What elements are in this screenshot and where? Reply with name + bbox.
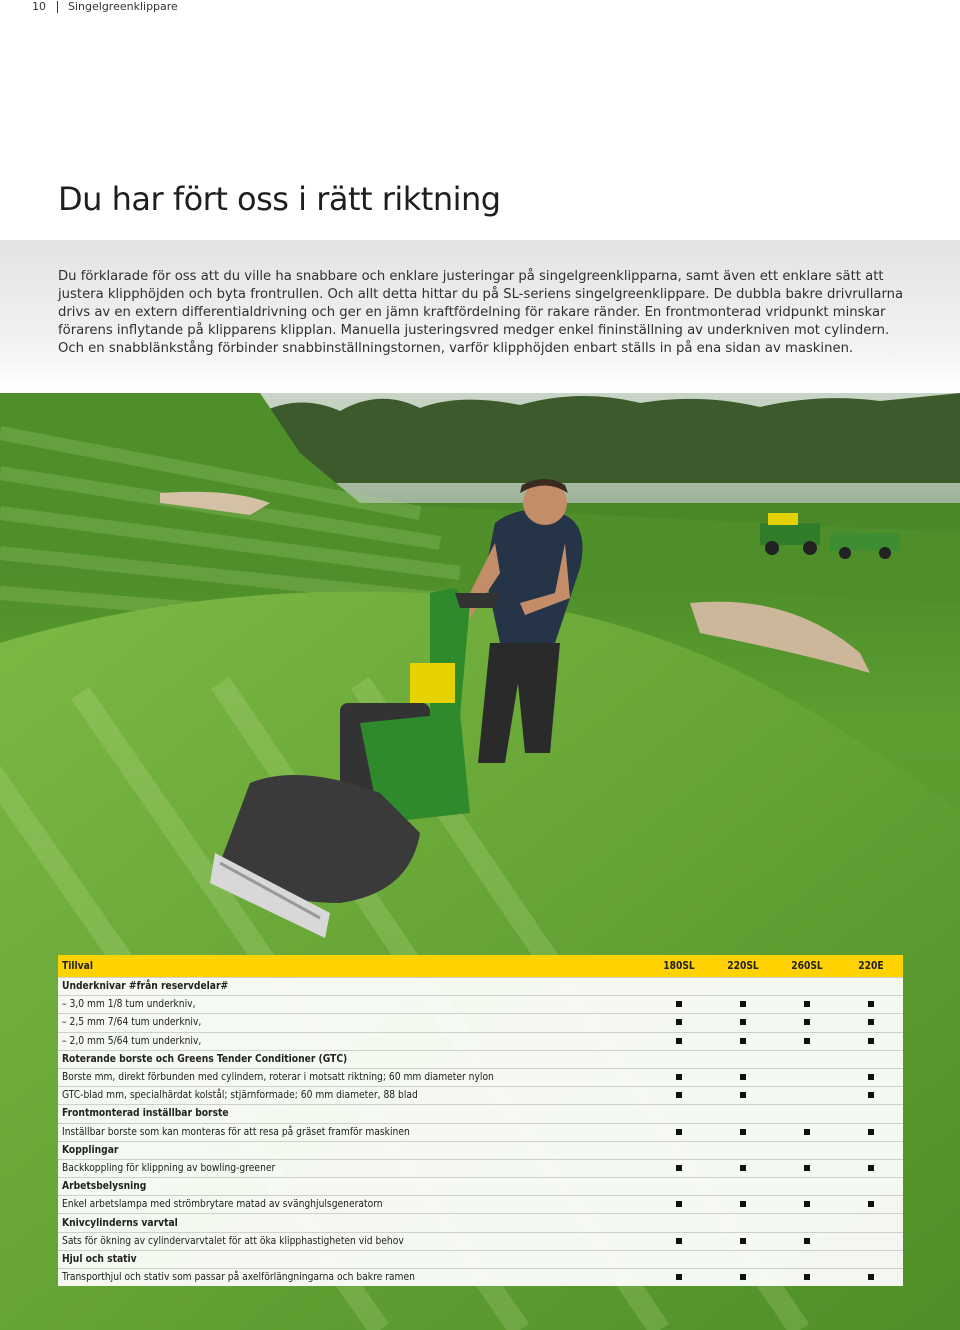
option-label: Sats för ökning av cylindervarvtalet för att öka klipphastigheten vid behov xyxy=(58,1232,647,1250)
option-label: Transporthjul och stativ som passar på axelförlängningarna och bakre ramen xyxy=(58,1269,647,1287)
category-label: Roterande borste och Greens Tender Conditioner (GTC) xyxy=(58,1050,903,1068)
availability-cell xyxy=(647,1269,711,1287)
available-marker-icon xyxy=(740,1238,746,1244)
availability-cell xyxy=(839,1032,903,1050)
option-label: GTC-blad mm, specialhärdat kolstål; stjärnformade; 60 mm diameter, 88 blad xyxy=(58,1087,647,1105)
available-marker-icon xyxy=(676,1129,682,1135)
available-marker-icon xyxy=(868,1038,874,1044)
table-row xyxy=(58,1068,903,1086)
table-row xyxy=(58,1123,903,1141)
available-marker-icon xyxy=(676,1201,682,1207)
available-marker-icon xyxy=(740,1129,746,1135)
available-marker-icon xyxy=(676,1092,682,1098)
option-label: Inställbar borste som kan monteras för att resa på gräset framför maskinen xyxy=(58,1123,647,1141)
availability-cell xyxy=(711,1232,775,1250)
page-title: Du har fört oss i rätt riktning xyxy=(58,180,501,218)
availability-cell xyxy=(711,1014,775,1032)
availability-cell xyxy=(711,1269,775,1287)
section-title: Singelgreenklippare xyxy=(68,0,178,13)
availability-cell xyxy=(647,1032,711,1050)
table-header-label: Tillval xyxy=(58,955,647,978)
availability-cell xyxy=(647,1087,711,1105)
available-marker-icon xyxy=(740,1274,746,1280)
model-header-260sl: 260SL xyxy=(775,955,839,978)
availability-cell xyxy=(775,1232,839,1250)
table-row xyxy=(58,1014,903,1032)
available-marker-icon xyxy=(740,1074,746,1080)
availability-cell xyxy=(775,1196,839,1214)
option-label: Backkoppling för klippning av bowling-greener xyxy=(58,1159,647,1177)
table-category-row xyxy=(58,1214,903,1232)
available-marker-icon xyxy=(868,1092,874,1098)
availability-cell xyxy=(775,1068,839,1086)
availability-cell xyxy=(711,1196,775,1214)
availability-cell xyxy=(711,996,775,1014)
table-row xyxy=(58,1269,903,1287)
availability-cell xyxy=(647,996,711,1014)
table-category-row xyxy=(58,1250,903,1268)
availability-cell xyxy=(839,1159,903,1177)
available-marker-icon xyxy=(868,1019,874,1025)
table-category-row xyxy=(58,1050,903,1068)
available-marker-icon xyxy=(676,1238,682,1244)
availability-cell xyxy=(647,1196,711,1214)
intro-paragraph: Du förklarade för oss att du ville ha snabbare och enklare justeringar på singelgreenklipparna, samt även ett enklare sätt att justera klipphöjden och byta frontrullen. Och allt detta hittar du på SL-seriens singelgreenklippare. De dubbla bakre drivrullarna drivs av en extern differentialdrivning och ger en jämn kraftfördelning för rakare ränder. En frontmonterad vridpunkt minskar förarens inflytande på klipparens klipplan. Manuella justeringsvred medger enkel fininställning av underkniven mot cylindern. Och en snabblänkstång förbinder snabbinställningstornen, varför klipphöjden enbart ställs in på ena sidan av maskinen. xyxy=(58,269,904,356)
availability-cell xyxy=(775,1032,839,1050)
table-category-row xyxy=(58,1105,903,1123)
category-label: Hjul och stativ xyxy=(58,1250,903,1268)
availability-cell xyxy=(839,1014,903,1032)
available-marker-icon xyxy=(868,1129,874,1135)
availability-cell xyxy=(647,1159,711,1177)
availability-cell xyxy=(775,1014,839,1032)
availability-cell xyxy=(839,1269,903,1287)
category-label: Frontmonterad inställbar borste xyxy=(58,1105,903,1123)
available-marker-icon xyxy=(740,1019,746,1025)
option-label: Borste mm, direkt förbunden med cylindern, roterar i motsatt riktning; 60 mm diameter nylon xyxy=(58,1068,647,1086)
option-label: – 3,0 mm 1/8 tum underkniv, xyxy=(58,996,647,1014)
available-marker-icon xyxy=(676,1074,682,1080)
availability-cell xyxy=(711,1068,775,1086)
available-marker-icon xyxy=(804,1129,810,1135)
table-row xyxy=(58,1087,903,1105)
available-marker-icon xyxy=(676,1038,682,1044)
availability-cell xyxy=(711,1032,775,1050)
table-category-row xyxy=(58,1141,903,1159)
available-marker-icon xyxy=(804,1201,810,1207)
available-marker-icon xyxy=(804,1238,810,1244)
table-row xyxy=(58,1159,903,1177)
availability-cell xyxy=(839,1068,903,1086)
category-label: Kopplingar xyxy=(58,1141,903,1159)
header-divider xyxy=(57,1,58,13)
category-label: Underknivar #från reservdelar# xyxy=(58,978,903,996)
availability-cell xyxy=(711,1087,775,1105)
availability-cell xyxy=(839,1123,903,1141)
model-header-220e: 220E xyxy=(839,955,903,978)
availability-cell xyxy=(839,1232,903,1250)
available-marker-icon xyxy=(740,1038,746,1044)
availability-cell xyxy=(839,996,903,1014)
availability-cell xyxy=(711,1123,775,1141)
availability-cell xyxy=(839,1196,903,1214)
table-row xyxy=(58,996,903,1014)
options-table xyxy=(58,955,903,1286)
option-label: – 2,5 mm 7/64 tum underkniv, xyxy=(58,1014,647,1032)
available-marker-icon xyxy=(676,1165,682,1171)
availability-cell xyxy=(775,1087,839,1105)
option-label: – 2,0 mm 5/64 tum underkniv, xyxy=(58,1032,647,1050)
available-marker-icon xyxy=(740,1165,746,1171)
table-header-row xyxy=(58,955,903,978)
table-row xyxy=(58,1032,903,1050)
category-label: Arbetsbelysning xyxy=(58,1178,903,1196)
available-marker-icon xyxy=(676,1019,682,1025)
table-category-row xyxy=(58,978,903,996)
available-marker-icon xyxy=(804,1019,810,1025)
available-marker-icon xyxy=(868,1001,874,1007)
available-marker-icon xyxy=(868,1201,874,1207)
availability-cell xyxy=(775,1123,839,1141)
table-row xyxy=(58,1232,903,1250)
availability-cell xyxy=(775,1159,839,1177)
available-marker-icon xyxy=(804,1165,810,1171)
availability-cell xyxy=(775,1269,839,1287)
availability-cell xyxy=(647,1068,711,1086)
available-marker-icon xyxy=(676,1274,682,1280)
available-marker-icon xyxy=(868,1074,874,1080)
available-marker-icon xyxy=(740,1201,746,1207)
table-category-row xyxy=(58,1178,903,1196)
available-marker-icon xyxy=(868,1274,874,1280)
availability-cell xyxy=(839,1087,903,1105)
available-marker-icon xyxy=(868,1165,874,1171)
available-marker-icon xyxy=(740,1092,746,1098)
available-marker-icon xyxy=(804,1001,810,1007)
model-header-180sl: 180SL xyxy=(647,955,711,978)
availability-cell xyxy=(647,1014,711,1032)
availability-cell xyxy=(711,1159,775,1177)
available-marker-icon xyxy=(676,1001,682,1007)
available-marker-icon xyxy=(740,1001,746,1007)
availability-cell xyxy=(647,1123,711,1141)
option-label: Enkel arbetslampa med strömbrytare matad av svänghjulsgeneratorn xyxy=(58,1196,647,1214)
available-marker-icon xyxy=(804,1274,810,1280)
page-header xyxy=(0,0,960,20)
page-number: 10 xyxy=(32,0,46,13)
available-marker-icon xyxy=(804,1038,810,1044)
table-row xyxy=(58,1196,903,1214)
category-label: Knivcylinderns varvtal xyxy=(58,1214,903,1232)
model-header-220sl: 220SL xyxy=(711,955,775,978)
availability-cell xyxy=(775,996,839,1014)
availability-cell xyxy=(647,1232,711,1250)
